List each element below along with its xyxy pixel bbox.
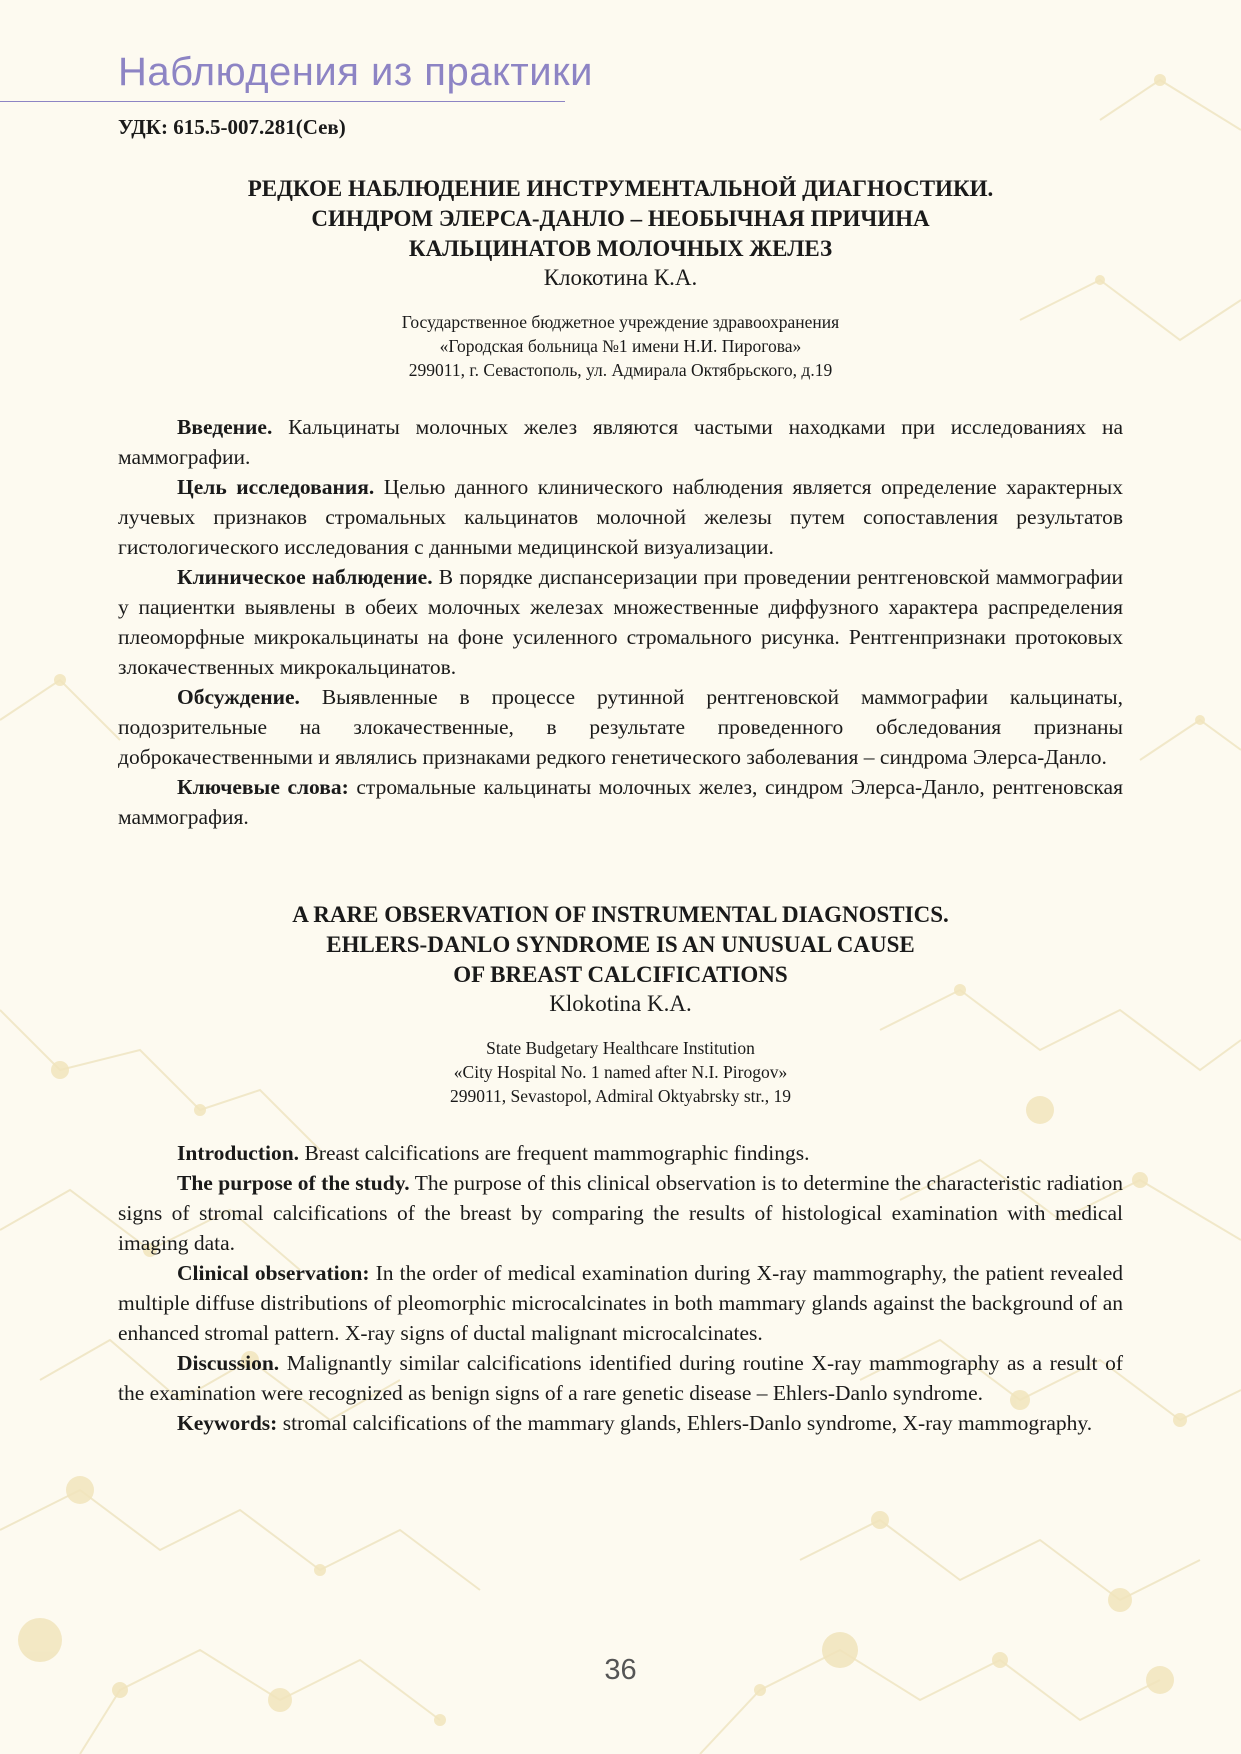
- en-title: [118, 900, 1123, 990]
- udk-code: УДК: 615.5-007.281(Сев): [118, 115, 346, 139]
- ru-affiliation: [118, 310, 1123, 382]
- article-body: [118, 112, 1123, 1438]
- ru-affiliation-line: «Городская больница №1 имени Н.И. Пирогова»: [439, 336, 802, 356]
- ru-purpose: [118, 472, 1123, 562]
- ru-section-text: Выявленные в процессе рутинной рентгеновской маммографии кальцинаты, подозрительные на злокачественные, в результате проведенного обследования признаны доброкачественными и являлись признаками редкого генетического заболевания – синдрома Элерса-Данло.: [118, 685, 1123, 769]
- ru-introduction: [118, 412, 1123, 472]
- en-section-text: The purpose of this clinical observation is to determine the characteristic radiation signs of stromal calcifications of the breast by comparing the results of histological examination with medical imaging data.: [118, 1171, 1124, 1255]
- en-title-line: A RARE OBSERVATION OF INSTRUMENTAL DIAGNOSTICS.: [292, 902, 949, 927]
- ru-author: Клокотина К.А.: [543, 265, 698, 290]
- ru-clinical-observation: [118, 562, 1123, 682]
- en-section-text: Malignantly similar calcifications identified during routine X-ray mammography as a result of the examination were recognized as benign signs of a rare genetic disease – Ehlers-Danlo syndrome.: [118, 1351, 1123, 1405]
- en-section-text: In the order of medical examination during X-ray mammography, the patient revealed multiple diffuse distributions of pleomorphic microcalcinates in both mammary glands against the background of an enhanced stromal pattern. X-ray signs of ductal malignant microcalcinates.: [118, 1261, 1123, 1345]
- en-title-line: OF BREAST CALCIFICATIONS: [453, 962, 788, 987]
- en-section-label: Introduction.: [177, 1141, 300, 1165]
- ru-section-label: Клиническое наблюдение.: [177, 565, 433, 589]
- en-purpose: [118, 1168, 1123, 1258]
- en-section-label: Keywords:: [177, 1411, 278, 1435]
- en-affiliation-line: State Budgetary Healthcare Institution: [486, 1038, 755, 1058]
- ru-title: [118, 174, 1123, 264]
- en-section-label: Clinical observation:: [177, 1261, 370, 1285]
- ru-title-line: СИНДРОМ ЭЛЕРСА-ДАНЛО – НЕОБЫЧНАЯ ПРИЧИНА: [311, 206, 930, 231]
- ru-section-text: В порядке диспансеризации при проведении рентгеновской маммографии у пациентки выявлены в обеих молочных железах множественные диффузного характера распределения плеоморфные микрокальцинаты на фоне усиленного стромального рисунка. Рентгенпризнаки протоковых злокачественных микрокальцинатов.: [118, 565, 1123, 679]
- en-section-text: Breast calcifications are frequent mammographic findings.: [299, 1141, 810, 1165]
- en-keywords: [118, 1408, 1123, 1438]
- ru-section-text: Целью данного клинического наблюдения является определение характерных лучевых признаков стромальных кальцинатов молочной железы путем сопоставления результатов гистологического исследования с данными медицинской визуализации.: [118, 475, 1123, 559]
- ru-affiliation-line: Государственное бюджетное учреждение здравоохранения: [401, 312, 840, 332]
- en-title-line: EHLERS-DANLO SYNDROME IS AN UNUSUAL CAUSE: [326, 932, 915, 957]
- en-discussion: [118, 1348, 1123, 1408]
- en-clinical-observation: [118, 1258, 1123, 1348]
- ru-section-text: Кальцинаты молочных желез являются частыми находками при исследованиях на маммографии.: [118, 415, 1123, 469]
- section-header-title: Наблюдения из практики: [118, 50, 593, 94]
- en-section-label: The purpose of the study.: [177, 1171, 410, 1195]
- ru-title-line: РЕДКОЕ НАБЛЮДЕНИЕ ИНСТРУМЕНТАЛЬНОЙ ДИАГНОСТИКИ.: [247, 176, 994, 201]
- ru-keywords: [118, 772, 1123, 832]
- ru-section-label: Введение.: [177, 415, 273, 439]
- en-introduction: [118, 1138, 1123, 1168]
- ru-discussion: [118, 682, 1123, 772]
- header-underline: [0, 101, 565, 102]
- ru-section-label: Цель исследования.: [177, 475, 375, 499]
- ru-affiliation-line: 299011, г. Севастополь, ул. Адмирала Октябрьского, д.19: [408, 360, 833, 380]
- en-affiliation-line: 299011, Sevastopol, Admiral Oktyabrsky str., 19: [449, 1086, 792, 1106]
- page-number: 36: [604, 1654, 637, 1686]
- ru-section-label: Обсуждение.: [177, 685, 300, 709]
- ru-title-line: КАЛЬЦИНАТОВ МОЛОЧНЫХ ЖЕЛЕЗ: [408, 236, 833, 261]
- en-section-label: Discussion.: [177, 1351, 280, 1375]
- en-affiliation: [118, 1036, 1123, 1108]
- ru-section-label: Ключевые слова:: [177, 775, 349, 799]
- en-affiliation-line: «City Hospital No. 1 named after N.I. Pirogov»: [453, 1062, 788, 1082]
- ru-section-text: стромальные кальцинаты молочных желез, синдром Элерса-Данло, рентгеновская маммография.: [118, 775, 1123, 829]
- en-author: Klokotina K.A.: [549, 991, 692, 1016]
- en-section-text: stromal calcifications of the mammary glands, Ehlers-Danlo syndrome, X-ray mammography.: [277, 1411, 1093, 1435]
